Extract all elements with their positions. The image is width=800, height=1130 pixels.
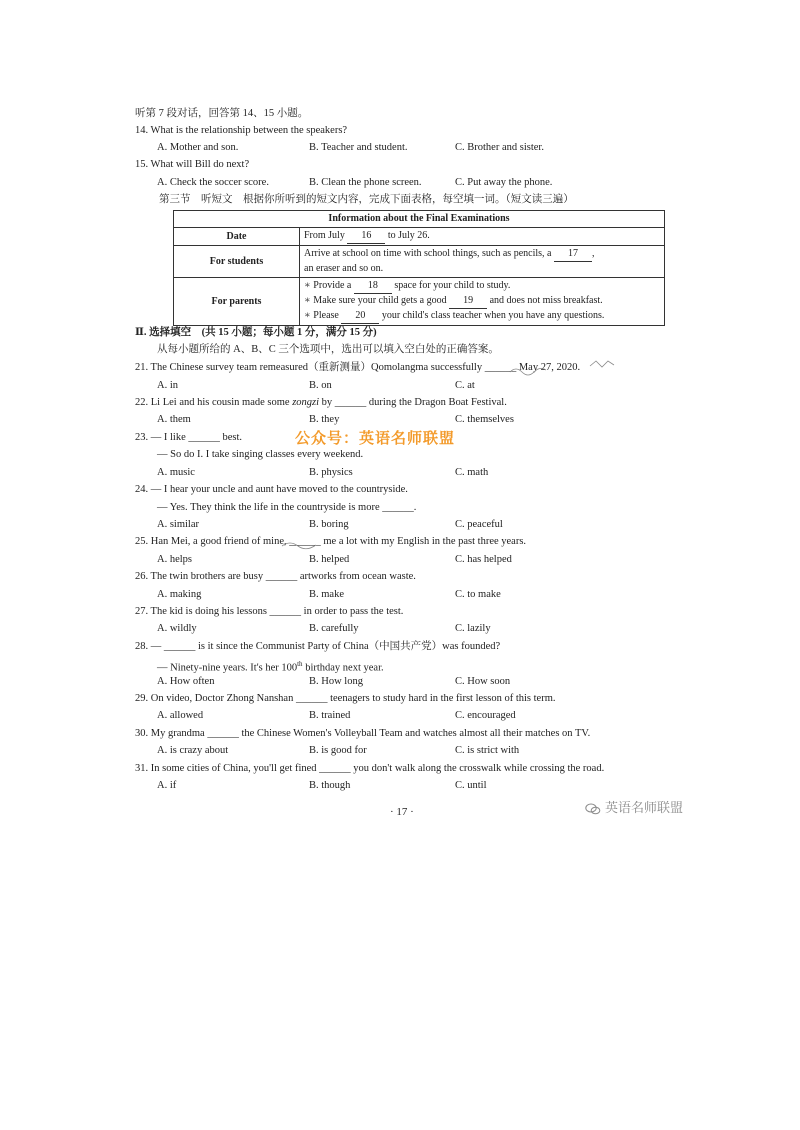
bullet-icon: ∗ <box>304 280 311 291</box>
question-28-stem-line2 <box>157 657 384 676</box>
question-15-stem: 15. What will Bill do next? <box>135 159 250 170</box>
q30-option-a[interactable]: A. is crazy about <box>157 745 229 756</box>
date-text-post: to July 26. <box>387 230 430 241</box>
q15-option-a[interactable]: A. Check the soccer score. <box>157 177 269 188</box>
students-label: For students <box>174 246 300 278</box>
question-24-stem: 24. — I hear your uncle and aunt have moved to the countryside. <box>135 484 408 495</box>
parents-line1-pre: Provide a <box>313 280 352 291</box>
students-cell <box>300 246 665 278</box>
question-21-stem: 21. The Chinese survey team remeasured（重新测量）Qomolangma successfully ______ May 27, 2020. <box>135 362 581 373</box>
question-26-stem: 26. The twin brothers are busy ______ artworks from ocean waste. <box>135 571 416 582</box>
q28-option-c[interactable]: C. How soon <box>455 676 511 687</box>
listening-section7-instruction: 听第 7 段对话，回答第 14、15 小题。 <box>135 108 309 119</box>
parents-cell <box>300 278 665 326</box>
parents-line3-pre: Please <box>313 310 339 321</box>
q27-option-b[interactable]: B. carefully <box>309 623 359 634</box>
pen-scribble-icon <box>508 362 558 376</box>
blank-19[interactable]: 19 <box>449 294 487 309</box>
question-14-stem: 14. What is the relationship between the speakers? <box>135 125 348 136</box>
q22-stem-italic: zongzi <box>292 397 320 408</box>
q22-option-b[interactable]: B. they <box>309 414 340 425</box>
q15-option-c[interactable]: C. Put away the phone. <box>455 177 553 188</box>
q15-option-b[interactable]: B. Clean the phone screen. <box>309 177 422 188</box>
q14-option-a[interactable]: A. Mother and son. <box>157 142 239 153</box>
question-22-stem <box>135 396 507 410</box>
bullet-icon: ∗ <box>304 310 311 321</box>
pen-scribble-icon <box>588 358 618 370</box>
blank-17[interactable]: 17 <box>554 247 592 262</box>
q29-option-c[interactable]: C. encouraged <box>455 710 516 721</box>
parents-line3-post: your child's class teacher when you have any questions. <box>381 310 605 321</box>
question-25-stem: 25. Han Mei, a good friend of mine, ______ me a lot with my English in the past three years. <box>135 536 527 547</box>
blank-18[interactable]: 18 <box>354 279 392 294</box>
page-number: · 17 · <box>390 806 414 818</box>
q24-option-a[interactable]: A. similar <box>157 519 199 530</box>
wechat-icon <box>585 803 601 815</box>
blank-20[interactable]: 20 <box>341 309 379 324</box>
q24-option-b[interactable]: B. boring <box>309 519 349 530</box>
q26-option-a[interactable]: A. making <box>157 589 202 600</box>
question-31-stem: 31. In some cities of China, you'll get fined ______ you don't walk along the crosswalk while crossing the road. <box>135 763 605 774</box>
q22-option-c[interactable]: C. themselves <box>455 414 514 425</box>
q28-line2-sup: th <box>297 660 303 668</box>
q22-option-a[interactable]: A. them <box>157 414 191 425</box>
q28-option-b[interactable]: B. How long <box>309 676 363 687</box>
students-text-line2: an eraser and so on. <box>304 263 384 274</box>
q29-option-a[interactable]: A. allowed <box>157 710 204 721</box>
q14-option-c[interactable]: C. Brother and sister. <box>455 142 544 153</box>
section3-instruction: 第三节 听短文 根据你所听到的短文内容，完成下面表格，每空填一词。（短文读三遍） <box>159 194 574 205</box>
q26-option-c[interactable]: C. to make <box>455 589 501 600</box>
q26-option-b[interactable]: B. make <box>309 589 344 600</box>
students-text-pre: Arrive at school on time with school things, such as pencils, a <box>304 248 552 259</box>
students-text-comma: , <box>591 248 595 259</box>
q24-option-c[interactable]: C. peaceful <box>455 519 503 530</box>
question-24-stem-line2: — Yes. They think the life in the countryside is more ______. <box>157 502 417 513</box>
part2-instruction: 从每小题所给的 A、B、C 三个选项中，选出可以填入空白处的正确答案。 <box>157 344 499 355</box>
parents-line2-pre: Make sure your child gets a good <box>313 295 447 306</box>
final-exam-info-table <box>173 210 665 326</box>
pen-scribble-icon <box>280 538 320 550</box>
q23-option-b[interactable]: B. physics <box>309 467 353 478</box>
q28-line2-pre: — Ninety-nine years. It's her 100 <box>157 662 298 674</box>
q27-option-a[interactable]: A. wildly <box>157 623 197 634</box>
blank-16[interactable]: 16 <box>347 229 385 244</box>
date-cell <box>300 228 665 246</box>
q25-option-b[interactable]: B. helped <box>309 554 350 565</box>
watermark-gray-text: 英语名师联盟 <box>605 801 684 816</box>
q30-option-b[interactable]: B. is good for <box>309 745 367 756</box>
table-title: Information about the Final Examinations <box>174 211 665 228</box>
q25-option-c[interactable]: C. has helped <box>455 554 512 565</box>
q22-stem-post: by ______ during the Dragon Boat Festival. <box>319 397 507 408</box>
q29-option-b[interactable]: B. trained <box>309 710 351 721</box>
parents-label: For parents <box>174 278 300 326</box>
watermark-gray <box>585 797 683 816</box>
q28-option-a[interactable]: A. How often <box>157 676 215 687</box>
q28-line2-post: birthday next year. <box>302 662 384 674</box>
q14-option-b[interactable]: B. Teacher and student. <box>309 142 408 153</box>
date-label: Date <box>174 228 300 246</box>
date-text-pre: From July <box>304 230 345 241</box>
part2-title: Ⅱ. 选择填空 (共 15 小题；每小题 1 分，满分 15 分) <box>135 327 377 338</box>
parents-line2-post: and does not miss breakfast. <box>489 295 603 306</box>
bullet-icon: ∗ <box>304 295 311 306</box>
q23-option-a[interactable]: A. music <box>157 467 195 478</box>
q31-option-c[interactable]: C. until <box>455 780 487 791</box>
q27-option-c[interactable]: C. lazily <box>455 623 491 634</box>
watermark-orange: 公众号：英语名师联盟 <box>295 429 456 447</box>
q31-option-b[interactable]: B. though <box>309 780 351 791</box>
question-28-stem: 28. — ______ is it since the Communist Party of China（中国共产党）was founded? <box>135 641 501 652</box>
q30-option-c[interactable]: C. is strict with <box>455 745 520 756</box>
question-23-stem-line2: — So do I. I take singing classes every weekend. <box>157 449 364 460</box>
q23-option-c[interactable]: C. math <box>455 467 489 478</box>
q21-option-b[interactable]: B. on <box>309 380 332 391</box>
question-29-stem: 29. On video, Doctor Zhong Nanshan ______ teenagers to study hard in the first lesson of this term. <box>135 693 556 704</box>
question-23-stem: 23. — I like ______ best. <box>135 432 243 443</box>
q25-option-a[interactable]: A. helps <box>157 554 192 565</box>
q31-option-a[interactable]: A. if <box>157 780 177 791</box>
question-30-stem: 30. My grandma ______ the Chinese Women's Volleyball Team and watches almost all their matches on TV. <box>135 728 591 739</box>
q21-option-a[interactable]: A. in <box>157 380 178 391</box>
parents-line1-post: space for your child to study. <box>394 280 511 291</box>
q22-stem-pre: 22. Li Lei and his cousin made some <box>135 397 293 408</box>
q21-option-c[interactable]: C. at <box>455 380 475 391</box>
question-27-stem: 27. The kid is doing his lessons ______ in order to pass the test. <box>135 606 404 617</box>
